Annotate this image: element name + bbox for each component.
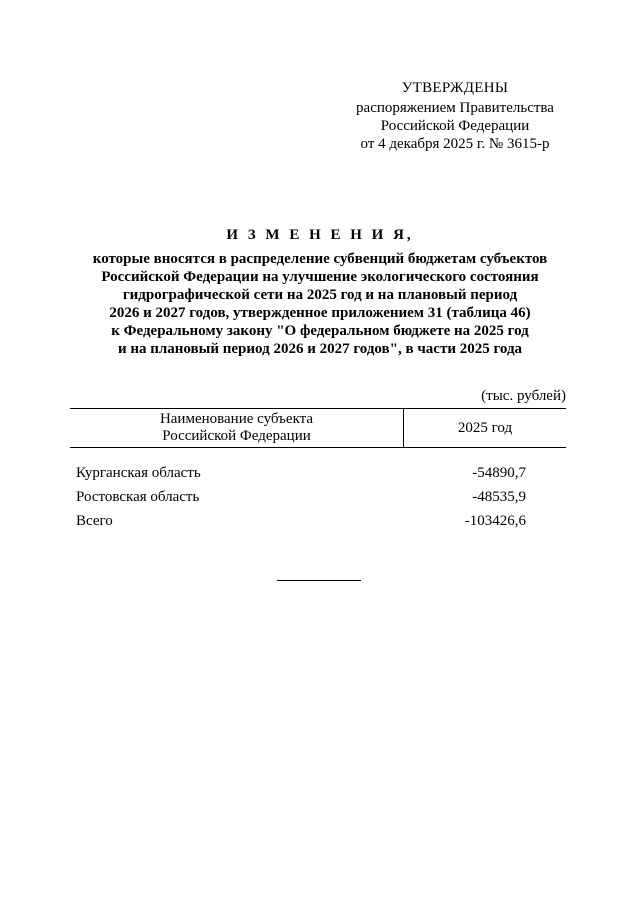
heading-line-4: 2026 и 2027 годов, утвержденное приложением 31 (таблица 46) <box>109 305 531 321</box>
closing-rule <box>277 580 361 581</box>
table-body <box>76 463 526 535</box>
heading-line-3: гидрографической сети на 2025 год и на плановый период <box>122 287 518 303</box>
units-label: (тыс. рублей) <box>481 388 566 404</box>
heading-line-6: и на плановый период 2026 и 2027 годов", в части 2025 года <box>117 341 523 357</box>
table-row <box>76 487 526 511</box>
document-title: И З М Е Н Е Н И Я, <box>226 227 414 243</box>
row-value: -48535,9 <box>472 489 526 505</box>
row-value: -54890,7 <box>472 465 526 481</box>
approval-block <box>330 79 580 153</box>
approval-heading: УТВЕРЖДЕНЫ <box>401 80 509 96</box>
header-subject-line-1: Наименование субъекта <box>159 411 314 427</box>
heading-line-2: Российской Федерации на улучшение экологического состояния <box>101 269 539 285</box>
heading-line-1: которые вносятся в распределение субвенций бюджетам субъектов <box>92 251 548 267</box>
header-subject-name <box>70 409 404 447</box>
row-value: -103426,6 <box>464 513 526 529</box>
row-name: Курганская область <box>76 465 201 481</box>
header-year: 2025 год <box>457 420 513 436</box>
document-heading <box>40 227 600 358</box>
table-row-total <box>76 511 526 535</box>
table-row <box>76 463 526 487</box>
row-name: Всего <box>76 513 113 529</box>
header-subject-line-2: Российской Федерации <box>162 428 311 444</box>
approval-line-2: Российской Федерации <box>380 118 530 134</box>
row-name: Ростовская область <box>76 489 200 505</box>
table-header <box>70 408 566 448</box>
approval-line-3: от 4 декабря 2025 г. № 3615-р <box>360 136 550 152</box>
approval-line-1: распоряжением Правительства <box>356 100 554 116</box>
heading-line-5: к Федеральному закону "О федеральном бюджете на 2025 год <box>111 323 529 339</box>
